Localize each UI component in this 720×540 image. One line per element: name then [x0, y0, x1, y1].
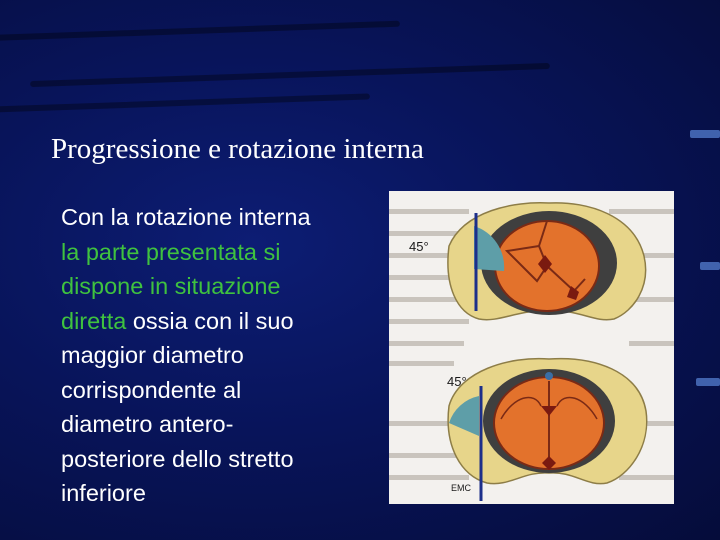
body-text-fragment: ossia con il suo — [126, 307, 294, 334]
illustration-svg — [389, 191, 674, 504]
body-line-highlight: la parte presentata si — [61, 238, 281, 265]
background-accent — [696, 378, 720, 386]
angle-label-top: 45° — [409, 239, 429, 254]
body-line: Con la rotazione interna — [61, 204, 311, 230]
body-word-highlight: diretta — [61, 307, 127, 334]
slide-title: Progressione e rotazione interna — [51, 133, 424, 165]
body-line: posteriore dello stretto — [61, 445, 294, 472]
body-line: inferiore — [61, 480, 146, 506]
background-streak — [30, 63, 550, 87]
body-line: maggior diametro — [61, 342, 244, 368]
background-streak — [0, 93, 370, 112]
body-line — [61, 304, 361, 339]
background-accent — [700, 262, 720, 270]
body-line: diametro antero- — [61, 411, 234, 437]
slide-body — [61, 200, 361, 511]
background-streak — [0, 21, 400, 42]
background-accent — [690, 130, 720, 138]
body-line: corrispondente al — [61, 376, 242, 403]
body-line-highlight: dispone in situazione — [61, 273, 281, 299]
angle-label-bottom: 45° — [447, 374, 467, 389]
figure-caption: EMC — [451, 483, 471, 493]
pelvis-rotation-illustration — [389, 191, 674, 504]
